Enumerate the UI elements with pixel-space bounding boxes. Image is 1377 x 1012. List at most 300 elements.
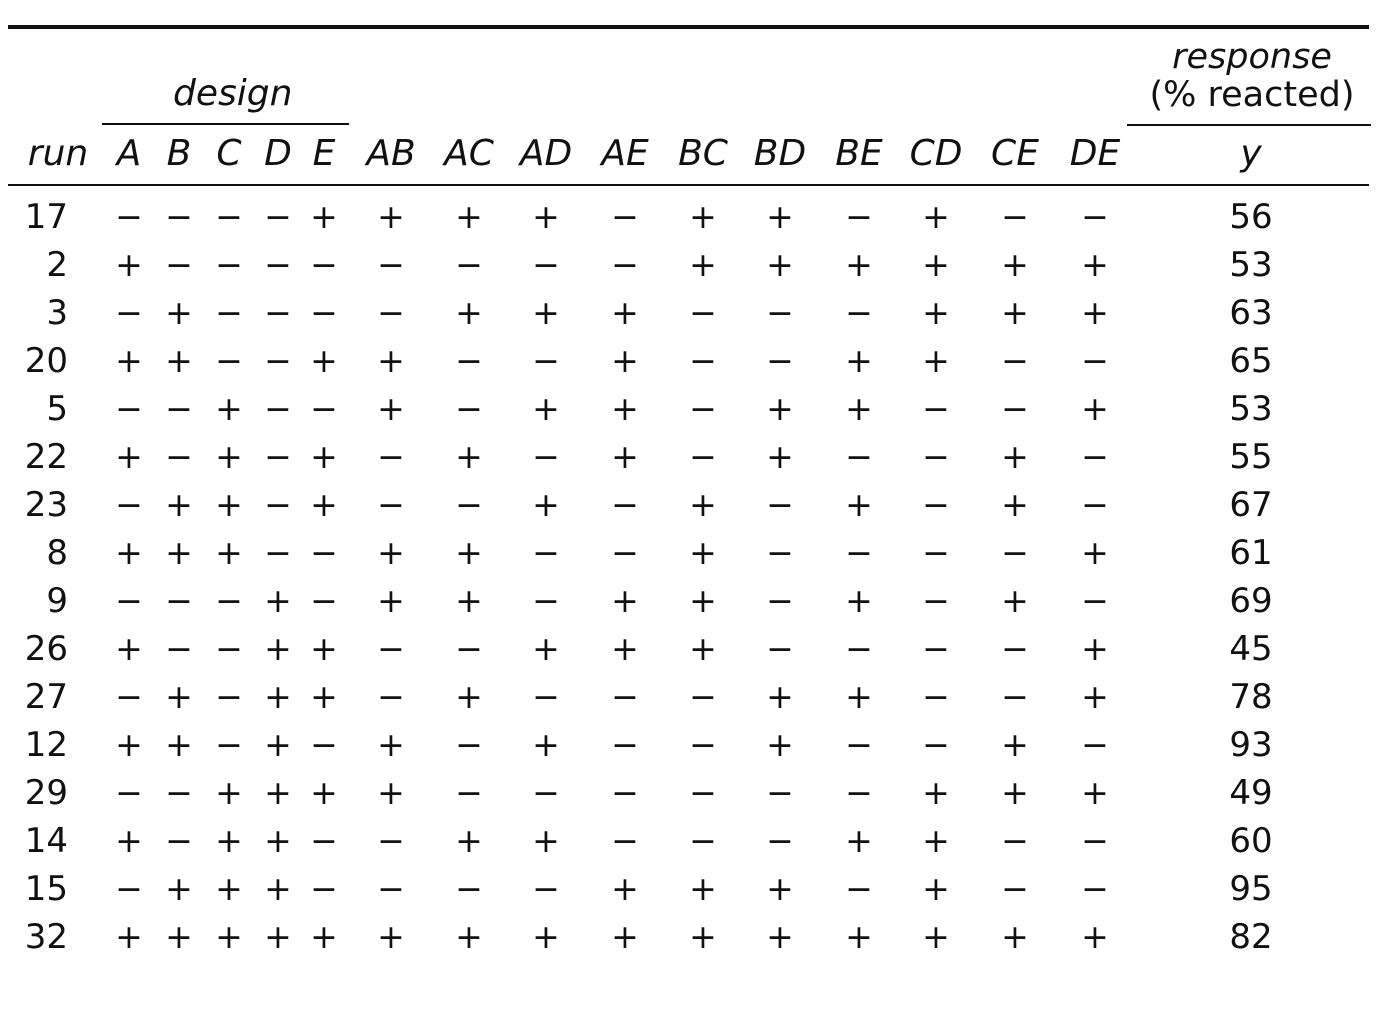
table-row [0,721,1377,769]
sign-cell-c: + [215,533,243,572]
run-number: 22 [24,437,68,477]
sign-cell-ac: + [455,677,483,716]
sign-cell-a: + [115,245,143,284]
sign-cell-de: + [1081,629,1109,668]
sign-cell-cd: − [922,485,950,524]
sign-cell-de: − [1081,197,1109,236]
sign-cell-ad: + [532,821,560,860]
run-number: 12 [24,725,68,765]
sign-cell-be: − [845,773,873,812]
sign-cell-ae: − [611,485,639,524]
column-header-a: A [116,133,142,174]
table-row [0,769,1377,817]
sign-cell-cd: − [922,581,950,620]
sign-cell-cd: + [922,245,950,284]
sign-cell-ce: − [1001,629,1029,668]
sign-cell-ac: + [455,197,483,236]
column-header-ac: AC [444,133,494,174]
sign-cell-bd: − [766,581,794,620]
sign-cell-d: − [264,485,292,524]
run-number: 23 [24,485,68,525]
sign-cell-c: − [215,725,243,764]
column-header-ce: CE [991,133,1039,174]
sign-cell-bd: + [766,725,794,764]
sign-cell-be: − [845,437,873,476]
sign-cell-d: − [264,293,292,332]
response-value-cell: 56 [1229,197,1273,237]
sign-cell-c: − [215,197,243,236]
sign-cell-ce: + [1001,245,1029,284]
run-number: 32 [24,917,68,957]
run-number: 20 [24,341,68,381]
sign-cell-ce: + [1001,437,1029,476]
sign-cell-be: − [845,725,873,764]
column-header-ab: AB [366,133,416,174]
response-value-cell: 45 [1229,629,1273,669]
run-number: 15 [24,869,68,909]
response-value-cell: 93 [1229,725,1273,765]
sign-cell-bd: + [766,677,794,716]
table-row [0,865,1377,913]
sign-cell-d: + [264,917,292,956]
sign-cell-ae: − [611,677,639,716]
sign-cell-c: + [215,917,243,956]
sign-cell-bc: − [689,821,717,860]
response-value-cell: 49 [1229,773,1273,813]
sign-cell-ab: − [377,821,405,860]
sign-cell-be: + [845,389,873,428]
sign-cell-ac: − [455,725,483,764]
sign-cell-b: − [165,581,193,620]
sign-cell-de: + [1081,389,1109,428]
sign-cell-ce: + [1001,581,1029,620]
sign-cell-ce: + [1001,293,1029,332]
sign-cell-ad: − [532,581,560,620]
sign-cell-ad: + [532,197,560,236]
sign-cell-de: + [1081,245,1109,284]
sign-cell-ab: − [377,869,405,908]
sign-cell-ab: + [377,917,405,956]
sign-cell-a: + [115,533,143,572]
sign-cell-ab: + [377,341,405,380]
sign-cell-ae: − [611,821,639,860]
sign-cell-ab: − [377,437,405,476]
sign-cell-de: + [1081,533,1109,572]
sign-cell-b: + [165,869,193,908]
sign-cell-a: + [115,437,143,476]
response-value-cell: 53 [1229,245,1273,285]
sign-cell-a: + [115,725,143,764]
response-value-cell: 69 [1229,581,1273,621]
table-top-rule [8,25,1369,29]
table-body [0,193,1377,963]
sign-cell-a: + [115,917,143,956]
sign-cell-ac: − [455,629,483,668]
sign-cell-bd: + [766,197,794,236]
sign-cell-ae: + [611,293,639,332]
sign-cell-cd: − [922,725,950,764]
sign-cell-e: − [310,245,338,284]
sign-cell-de: − [1081,821,1109,860]
sign-cell-b: − [165,773,193,812]
response-value-cell: 78 [1229,677,1273,717]
sign-cell-ce: + [1001,773,1029,812]
sign-cell-bd: − [766,485,794,524]
sign-cell-d: + [264,677,292,716]
sign-cell-cd: − [922,629,950,668]
sign-cell-ad: + [532,629,560,668]
sign-cell-b: − [165,389,193,428]
sign-cell-ab: − [377,629,405,668]
sign-cell-ad: − [532,533,560,572]
sign-cell-bc: + [689,869,717,908]
table-row [0,625,1377,673]
sign-cell-b: − [165,821,193,860]
sign-cell-a: + [115,629,143,668]
sign-cell-d: + [264,725,292,764]
sign-cell-ac: + [455,293,483,332]
sign-cell-e: − [310,821,338,860]
sign-cell-cd: + [922,821,950,860]
sign-cell-cd: − [922,437,950,476]
response-value-cell: 55 [1229,437,1273,477]
sign-cell-e: + [310,917,338,956]
table-row [0,577,1377,625]
sign-cell-a: − [115,869,143,908]
sign-cell-a: − [115,389,143,428]
column-header-bc: BC [678,133,728,174]
sign-cell-b: + [165,725,193,764]
table-row [0,529,1377,577]
sign-cell-c: − [215,245,243,284]
response-value-cell: 65 [1229,341,1273,381]
run-column-header: run [27,133,89,174]
design-group-label: design [173,73,293,114]
sign-cell-ce: + [1001,725,1029,764]
sign-cell-e: − [310,533,338,572]
sign-cell-ae: − [611,245,639,284]
sign-cell-ae: − [611,725,639,764]
sign-cell-c: − [215,581,243,620]
sign-cell-de: + [1081,677,1109,716]
sign-cell-cd: − [922,677,950,716]
run-number: 5 [46,389,68,429]
sign-cell-c: − [215,629,243,668]
sign-cell-d: + [264,869,292,908]
sign-cell-bc: − [689,677,717,716]
sign-cell-cd: + [922,293,950,332]
sign-cell-b: + [165,917,193,956]
sign-cell-ac: − [455,389,483,428]
sign-cell-de: − [1081,341,1109,380]
sign-cell-bc: − [689,773,717,812]
sign-cell-ae: + [611,629,639,668]
run-number: 14 [24,821,68,861]
sign-cell-d: − [264,197,292,236]
sign-cell-ab: + [377,533,405,572]
table-row [0,337,1377,385]
sign-cell-e: − [310,725,338,764]
sign-cell-be: − [845,197,873,236]
run-number: 17 [24,197,68,237]
sign-cell-a: − [115,485,143,524]
sign-cell-c: − [215,341,243,380]
sign-cell-e: − [310,293,338,332]
column-header-d: D [264,133,292,174]
column-header-de: DE [1069,133,1121,174]
sign-cell-e: + [310,341,338,380]
sign-cell-ac: + [455,533,483,572]
y-column-header: y [1240,133,1262,174]
sign-cell-ab: + [377,725,405,764]
response-value-cell: 60 [1229,821,1273,861]
sign-cell-ad: − [532,437,560,476]
sign-cell-b: + [165,533,193,572]
sign-cell-de: + [1081,773,1109,812]
sign-cell-ad: + [532,389,560,428]
table-row [0,193,1377,241]
sign-cell-ae: − [611,773,639,812]
sign-cell-d: − [264,389,292,428]
sign-cell-cd: − [922,389,950,428]
sign-cell-ac: − [455,341,483,380]
sign-cell-ae: + [611,341,639,380]
column-header-ae: AE [601,133,649,174]
sign-cell-be: + [845,341,873,380]
sign-cell-ac: − [455,869,483,908]
sign-cell-d: − [264,341,292,380]
sign-cell-cd: − [922,533,950,572]
sign-cell-b: + [165,293,193,332]
sign-cell-be: − [845,629,873,668]
sign-cell-e: + [310,629,338,668]
response-value-cell: 53 [1229,389,1273,429]
sign-cell-bd: − [766,629,794,668]
sign-cell-be: − [845,533,873,572]
sign-cell-bc: − [689,437,717,476]
sign-cell-b: + [165,485,193,524]
sign-cell-c: − [215,677,243,716]
sign-cell-ab: + [377,197,405,236]
sign-cell-de: + [1081,293,1109,332]
sign-cell-b: − [165,197,193,236]
sign-cell-be: − [845,293,873,332]
sign-cell-ac: + [455,437,483,476]
sign-cell-bd: + [766,869,794,908]
sign-cell-d: + [264,629,292,668]
sign-cell-be: + [845,677,873,716]
sign-cell-bd: − [766,821,794,860]
run-number: 9 [46,581,68,621]
sign-cell-ad: + [532,917,560,956]
run-number: 3 [46,293,68,333]
sign-cell-d: − [264,437,292,476]
sign-cell-ad: + [532,485,560,524]
sign-cell-be: + [845,917,873,956]
response-value-cell: 67 [1229,485,1273,525]
sign-cell-b: + [165,341,193,380]
sign-cell-bd: + [766,245,794,284]
sign-cell-ad: − [532,341,560,380]
sign-cell-bc: + [689,917,717,956]
header-bottom-rule [8,184,1369,186]
sign-cell-bc: + [689,245,717,284]
response-label-line-2: (% reacted) [1149,75,1355,115]
sign-cell-b: − [165,437,193,476]
sign-cell-ce: − [1001,821,1029,860]
sign-cell-d: + [264,581,292,620]
table-row [0,241,1377,289]
sign-cell-bd: + [766,437,794,476]
sign-cell-c: + [215,821,243,860]
sign-cell-c: + [215,437,243,476]
sign-cell-de: − [1081,437,1109,476]
run-number: 29 [24,773,68,813]
sign-cell-de: + [1081,917,1109,956]
sign-cell-ad: − [532,677,560,716]
sign-cell-bd: − [766,341,794,380]
response-value-cell: 82 [1229,917,1273,957]
sign-cell-ab: − [377,245,405,284]
sign-cell-c: − [215,293,243,332]
sign-cell-b: − [165,245,193,284]
sign-cell-a: − [115,581,143,620]
column-header-b: B [166,133,192,174]
sign-cell-cd: + [922,773,950,812]
sign-cell-be: + [845,581,873,620]
sign-cell-ab: − [377,293,405,332]
column-header-ad: AD [519,133,573,174]
sign-cell-bc: + [689,629,717,668]
design-group-rule [102,123,349,125]
sign-cell-ce: + [1001,485,1029,524]
column-header-cd: CD [909,133,963,174]
sign-cell-d: − [264,245,292,284]
sign-cell-de: − [1081,581,1109,620]
sign-cell-e: + [310,437,338,476]
sign-cell-d: + [264,821,292,860]
sign-cell-de: − [1081,485,1109,524]
sign-cell-e: + [310,773,338,812]
column-header-bd: BD [753,133,807,174]
sign-cell-ae: − [611,197,639,236]
sign-cell-bc: + [689,197,717,236]
sign-cell-ac: + [455,581,483,620]
sign-cell-c: + [215,773,243,812]
table-row [0,913,1377,961]
sign-cell-cd: + [922,869,950,908]
sign-cell-e: + [310,485,338,524]
sign-cell-cd: + [922,341,950,380]
sign-cell-ad: − [532,245,560,284]
sign-cell-e: − [310,581,338,620]
sign-cell-ce: − [1001,533,1029,572]
sign-cell-bd: + [766,389,794,428]
sign-cell-ab: + [377,389,405,428]
table-row [0,385,1377,433]
run-number: 27 [24,677,68,717]
table-row [0,817,1377,865]
sign-cell-a: + [115,341,143,380]
sign-cell-e: − [310,389,338,428]
run-number: 2 [46,245,68,285]
sign-cell-ad: + [532,725,560,764]
sign-cell-bd: − [766,533,794,572]
sign-cell-bc: + [689,533,717,572]
sign-cell-cd: + [922,917,950,956]
run-number: 26 [24,629,68,669]
sign-cell-de: − [1081,725,1109,764]
sign-cell-e: + [310,197,338,236]
sign-cell-ce: − [1001,869,1029,908]
sign-cell-bc: − [689,389,717,428]
sign-cell-b: − [165,629,193,668]
sign-cell-bd: − [766,293,794,332]
response-group-rule [1127,124,1371,126]
sign-cell-ab: + [377,581,405,620]
sign-cell-ab: − [377,677,405,716]
sign-cell-d: + [264,773,292,812]
sign-cell-bc: + [689,581,717,620]
sign-cell-ae: + [611,437,639,476]
sign-cell-ad: + [532,293,560,332]
sign-cell-ae: + [611,869,639,908]
sign-cell-a: − [115,197,143,236]
sign-cell-ce: − [1001,341,1029,380]
table-row [0,433,1377,481]
response-label-line-1: response [1172,37,1332,77]
column-header-be: BE [835,133,883,174]
sign-cell-b: + [165,677,193,716]
response-value-cell: 95 [1229,869,1273,909]
sign-cell-bd: + [766,917,794,956]
sign-cell-bc: + [689,485,717,524]
sign-cell-be: + [845,245,873,284]
sign-cell-ce: − [1001,389,1029,428]
table-row [0,673,1377,721]
table-row [0,289,1377,337]
sign-cell-ae: + [611,581,639,620]
column-header-c: C [216,133,242,174]
sign-cell-ac: + [455,917,483,956]
sign-cell-ac: + [455,821,483,860]
sign-cell-e: − [310,869,338,908]
sign-cell-c: + [215,869,243,908]
sign-cell-bd: − [766,773,794,812]
sign-cell-c: + [215,485,243,524]
sign-cell-ce: − [1001,197,1029,236]
sign-cell-be: + [845,821,873,860]
sign-cell-a: − [115,293,143,332]
sign-cell-c: + [215,389,243,428]
sign-cell-cd: + [922,197,950,236]
sign-cell-e: + [310,677,338,716]
sign-cell-ab: + [377,773,405,812]
sign-cell-be: − [845,869,873,908]
sign-cell-ae: − [611,533,639,572]
sign-cell-a: + [115,821,143,860]
sign-cell-ac: − [455,485,483,524]
sign-cell-ac: − [455,773,483,812]
column-header-e: E [312,133,336,174]
sign-cell-ad: − [532,773,560,812]
sign-cell-bc: − [689,293,717,332]
sign-cell-a: − [115,773,143,812]
sign-cell-bc: − [689,341,717,380]
sign-cell-ce: − [1001,677,1029,716]
sign-cell-ae: + [611,917,639,956]
sign-cell-ce: + [1001,917,1029,956]
